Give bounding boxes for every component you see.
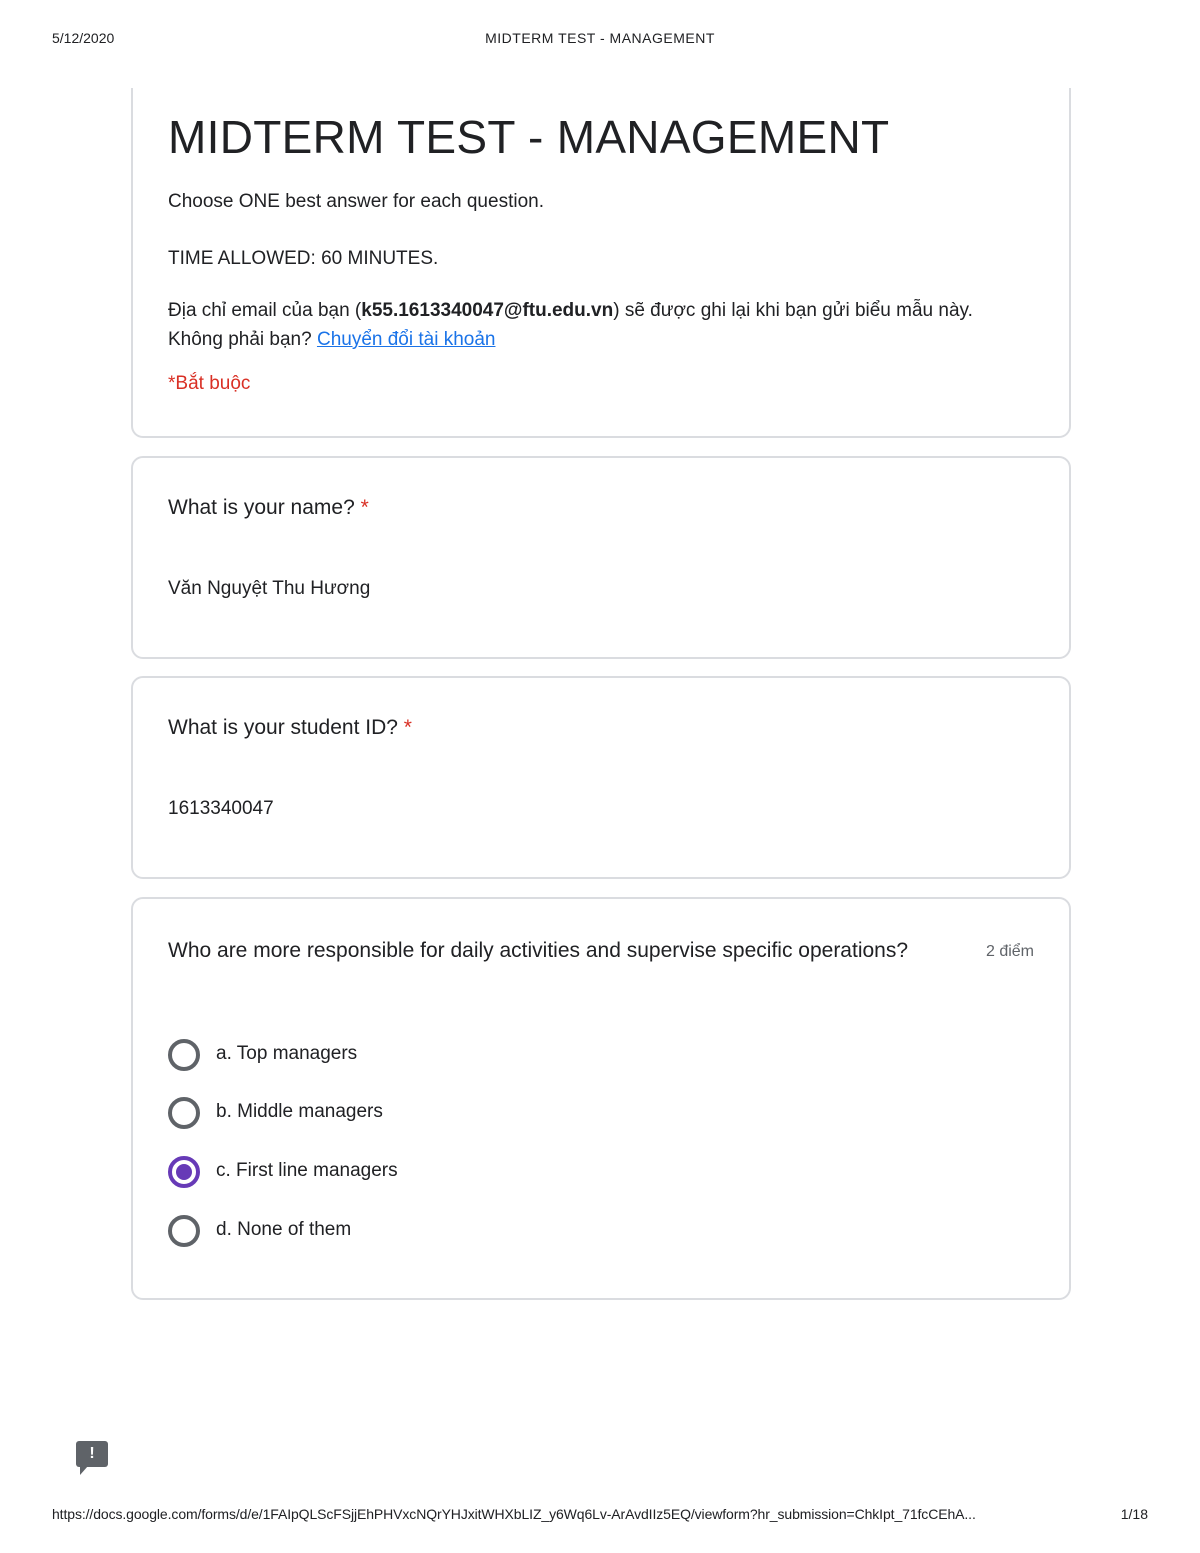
feedback-icon[interactable] (76, 1441, 108, 1467)
print-title: MIDTERM TEST - MANAGEMENT (485, 30, 715, 46)
email-notice (168, 296, 1028, 354)
option-d[interactable] (168, 1215, 768, 1249)
radio-unchecked-icon[interactable] (168, 1097, 200, 1129)
question-points: 2 điểm (985, 943, 1034, 960)
option-label: a. Top managers (216, 1043, 358, 1064)
respondent-email: k55.1613340047@ftu.edu.vn (361, 300, 614, 321)
switch-account-link[interactable]: Chuyển đổi tài khoản (316, 329, 496, 350)
question-card-name (131, 456, 1071, 659)
print-footer (0, 1506, 1200, 1526)
radio-unchecked-icon[interactable] (168, 1039, 200, 1071)
answer-text: 1613340047 (168, 798, 274, 819)
question-card-student-id (131, 676, 1071, 879)
print-page-number: 1/18 (1120, 1506, 1148, 1522)
radio-unchecked-icon[interactable] (168, 1215, 200, 1247)
print-url: https://docs.google.com/forms/d/e/1FAIpQLScFSjjEhPHVxcNQrYHJxitWHXbLIZ_y6Wq6Lv-ArAvdIIz5EQ/viewform?hr_submission=ChkIpt_71fcCEhA... (52, 1506, 976, 1522)
option-label: c. First line managers (216, 1160, 398, 1181)
print-header (0, 30, 1200, 50)
option-b[interactable] (168, 1097, 768, 1131)
required-star: * (360, 496, 369, 519)
question-title-text: What is your name? (168, 496, 355, 519)
option-a[interactable] (168, 1039, 768, 1073)
option-label: b. Middle managers (216, 1101, 383, 1122)
required-note: *Bắt buộc (168, 373, 251, 394)
form-title: MIDTERM TEST - MANAGEMENT (168, 111, 890, 163)
email-notice-prefix: Địa chỉ email của bạn ( (168, 300, 362, 321)
email-notice-suffix: ) sẽ được ghi lại khi bạn gửi biểu mẫu này. Không phải bạn? (168, 300, 973, 350)
question-title-text: What is your student ID? (168, 716, 398, 739)
option-label: d. None of them (216, 1219, 352, 1240)
form-header-card (131, 88, 1071, 438)
question-title (168, 496, 369, 520)
answer-text: Văn Nguyệt Thu Hương (168, 578, 371, 599)
form-description-line1: Choose ONE best answer for each question. (168, 191, 544, 212)
form-description-line2: TIME ALLOWED: 60 MINUTES. (168, 248, 439, 269)
question-title (168, 716, 412, 740)
option-c[interactable] (168, 1156, 768, 1190)
print-date: 5/12/2020 (52, 30, 115, 46)
question-card-multiple-choice (131, 897, 1071, 1300)
question-title: Who are more responsible for daily activities and supervise specific operations? (168, 939, 909, 962)
required-star: * (403, 716, 412, 739)
radio-checked-icon[interactable] (168, 1156, 200, 1188)
feedback-glyph: ! (89, 1445, 95, 1462)
